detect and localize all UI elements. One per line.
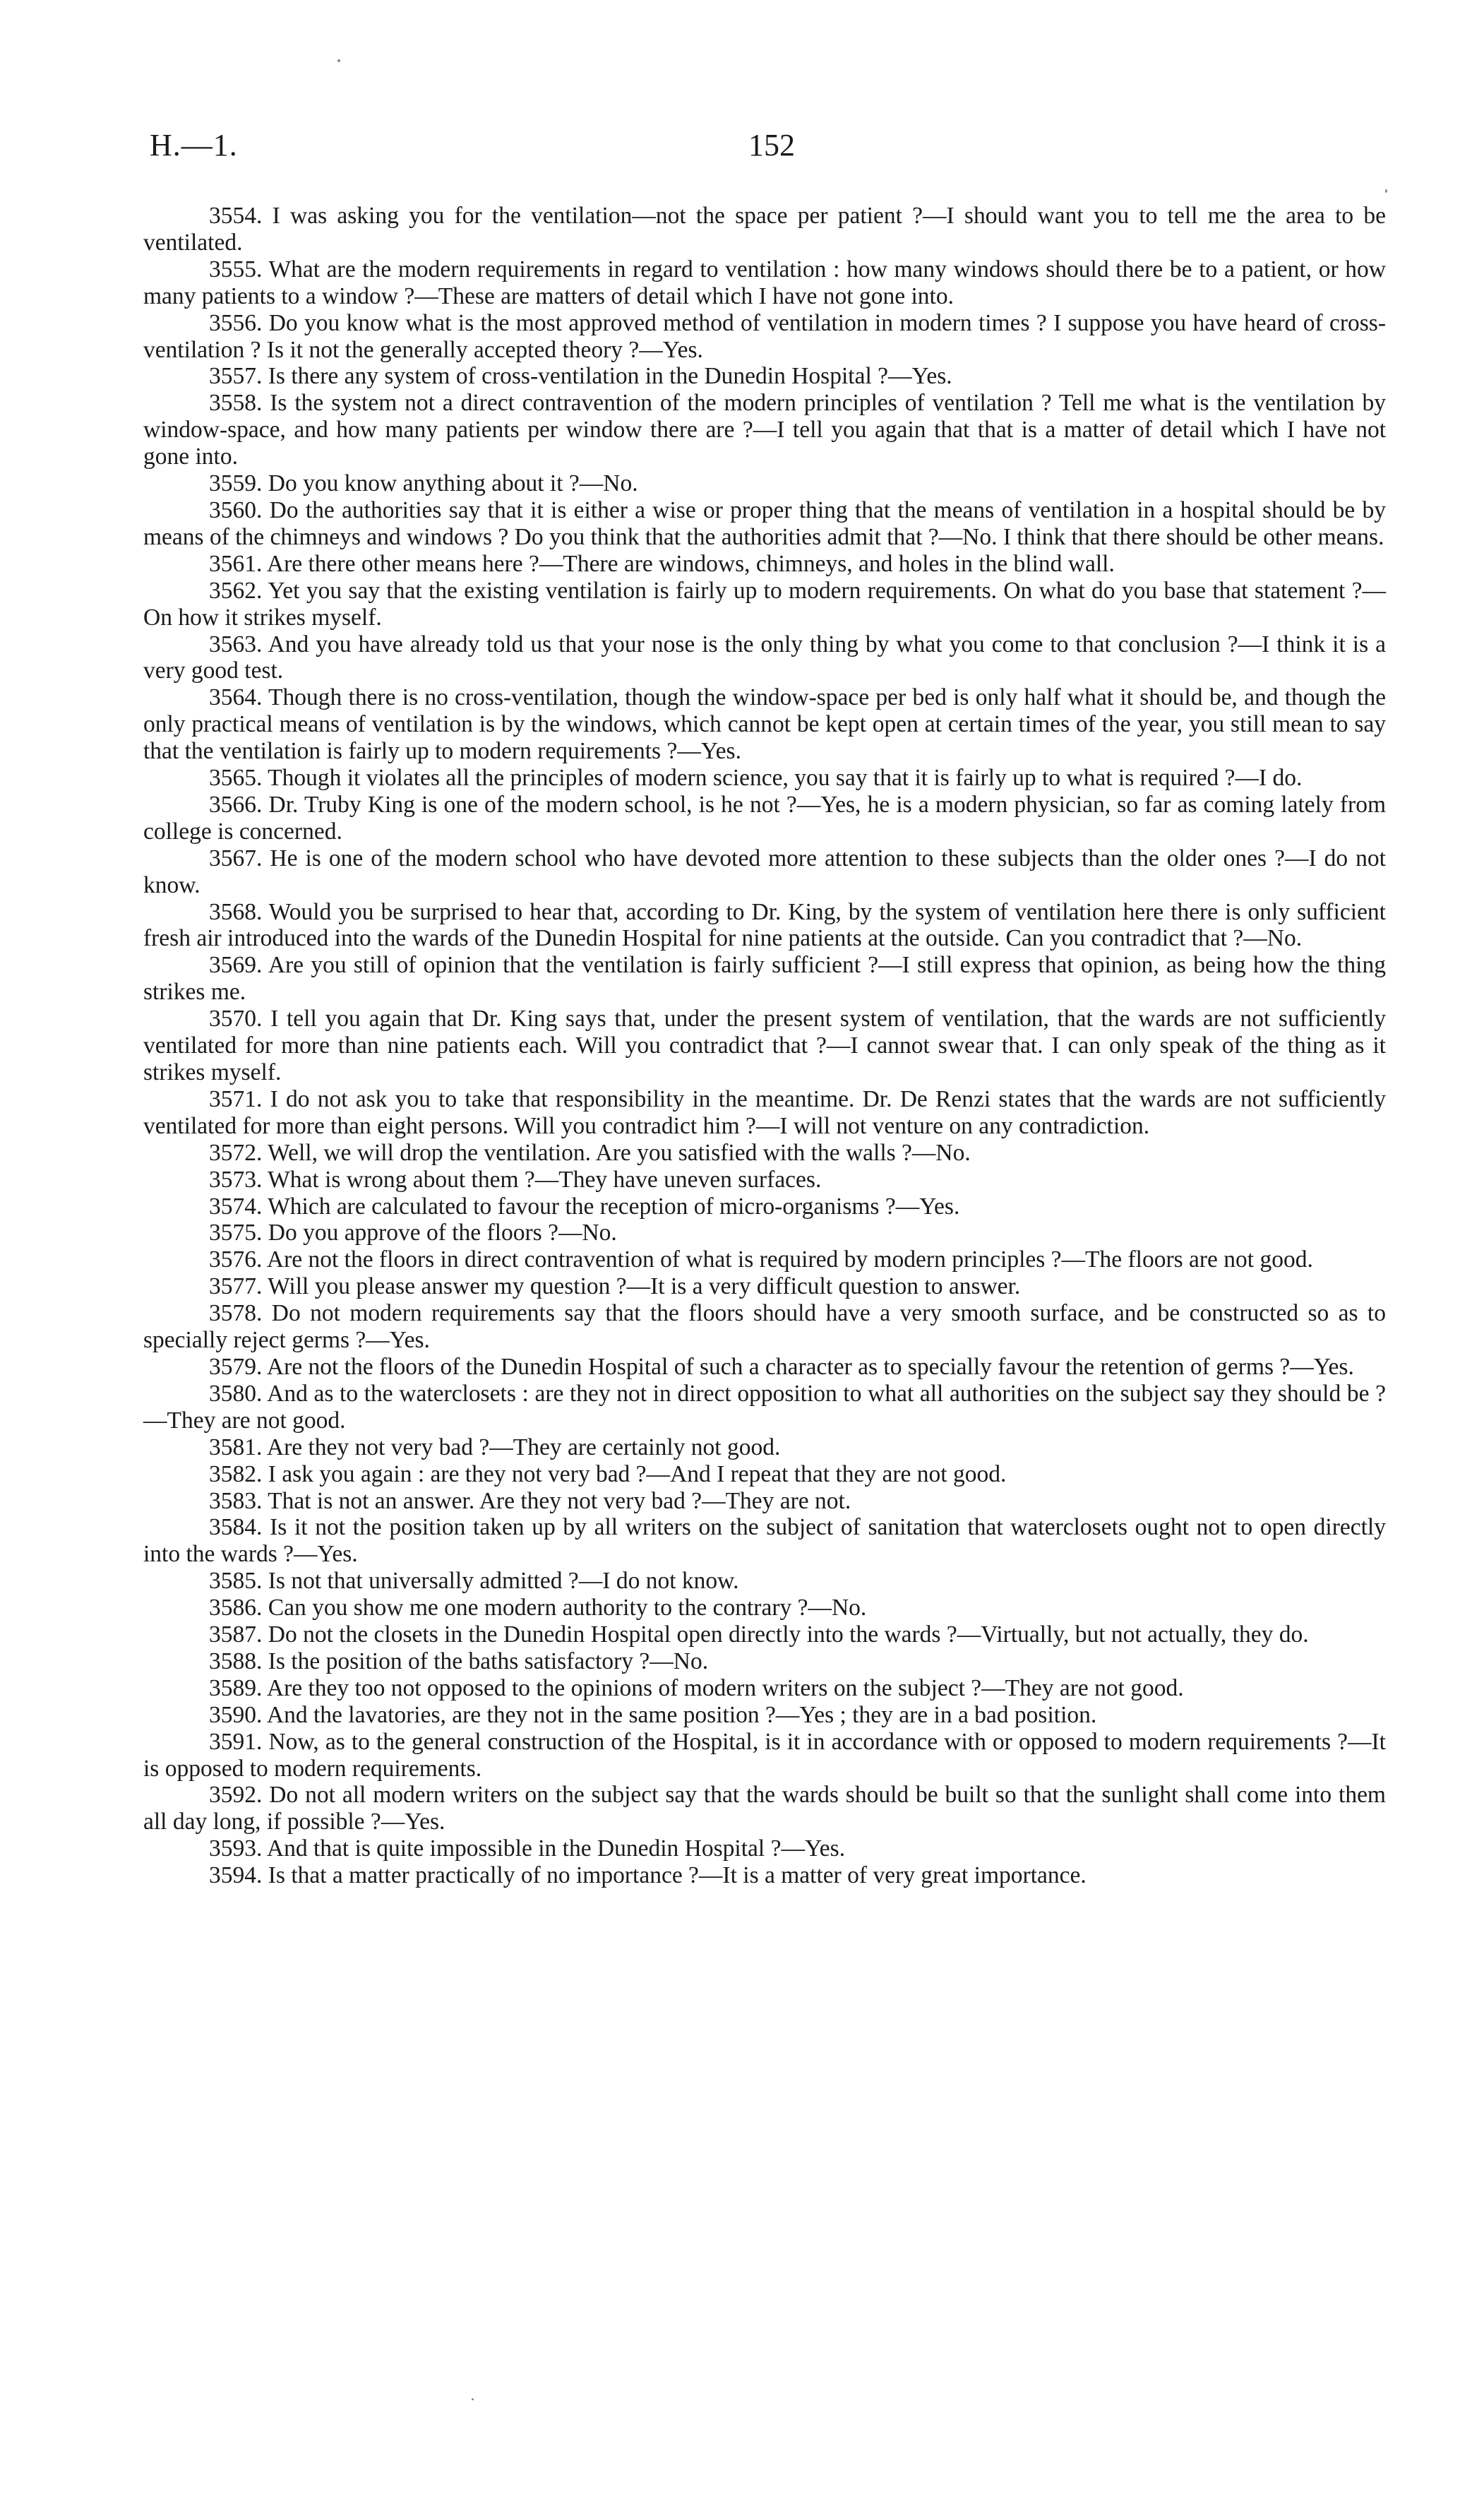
question-3574: 3574. Which are calculated to favour the reception of micro-organisms ?—Yes. [209,1193,960,1220]
question-3590: 3590. And the lavatories, are they not in the same position ?—Yes ; they are in a bad position. [209,1701,1097,1728]
question-3580: 3580. And as to the waterclosets : are they not in direct opposition to what all authorities on the subject say they should be ?—They are not good. [143,1380,1386,1434]
question-3585: 3585. Is not that universally admitted ?—I do not know. [209,1568,739,1595]
question-3577: 3577. Will you please answer my question ?—It is a very difficult question to answer. [209,1273,1021,1300]
speck [1385,189,1387,193]
question-3571: 3571. I do not ask you to take that responsibility in the meantime. Dr. De Renzi states that the wards are not sufficiently ventilated for more than eight persons. Will you contradict him ?—I will not venture on any contradiction. [143,1085,1386,1139]
question-3564: 3564. Though there is no cross-ventilation, though the window-space per bed is only half what it should be, and though the only practical means of ventilation is by the windows, which cannot be kept open at certain times of the year, you still mean to say that the ventilation is fairly up to modern requirements ?—Yes. [143,684,1386,765]
question-3561: 3561. Are there other means here ?—There are windows, chimneys, and holes in the blind wall. [209,550,1115,577]
question-3592: 3592. Do not all modern writers on the subject say that the wards should be built so that the sunlight shall come into them all day long, if possible ?—Yes. [143,1782,1386,1835]
question-3581: 3581. Are they not very bad ?—They are certainly not good. [209,1434,781,1460]
document-reference: H.—1. [150,128,238,162]
question-3576: 3576. Are not the floors in direct contravention of what is required by modern principles ?—The floors are not good. [209,1246,1313,1273]
question-3559: 3559. Do you know anything about it ?—No. [209,470,638,497]
question-3566: 3566. Dr. Truby King is one of the modern school, is he not ?—Yes, he is a modern physician, so far as coming lately from college is concerned. [143,791,1386,845]
question-3570: 3570. I tell you again that Dr. King says that, under the present system of ventilation, that the wards are not sufficiently ventilated for more than nine patients each. Will you contradict that ?—I cannot swear that. I can only speak of the thing as it strikes myself. [143,1006,1386,1085]
question-3593: 3593. And that is quite impossible in the Dunedin Hospital ?—Yes. [209,1835,846,1862]
question-3587: 3587. Do not the closets in the Dunedin Hospital open directly into the wards ?—Virtually, but not actually, they do. [209,1621,1309,1648]
question-3568: 3568. Would you be surprised to hear that, according to Dr. King, by the system of ventilation here there is only sufficient fresh air introduced into the wards of the Dunedin Hospital for nine patients at the outside. Can you contradict that ?—No. [143,898,1386,952]
question-3594: 3594. Is that a matter practically of no importance ?—It is a matter of very great importance. [209,1862,1087,1889]
question-3578: 3578. Do not modern requirements say that the floors should have a very smooth surface, and be constructed so as to specially reject germs ?—Yes. [143,1300,1386,1354]
question-3554: 3554. I was asking you for the ventilation—not the space per patient ?—I should want you to tell me the area to be ventilated. [143,203,1386,256]
question-3588: 3588. Is the position of the baths satisfactory ?—No. [209,1648,709,1674]
question-3586: 3586. Can you show me one modern authority to the contrary ?—No. [209,1595,867,1621]
question-3562: 3562. Yet you say that the existing ventilation is fairly up to modern requirements. On what do you base that statement ?—On how it strikes myself. [143,577,1386,631]
question-3555: 3555. What are the modern requirements in regard to ventilation : how many windows should there be to a patient, or how many patients to a window ?—These are matters of detail which I have not gone into. [143,256,1386,309]
question-3558: 3558. Is the system not a direct contravention of the modern principles of ventilation ? Tell me what is the ventilation by window-space, and how many patients per window there are ?—I tell you again that that is a matter of detail which I have not gone into. [143,390,1386,470]
question-3573: 3573. What is wrong about them ?—They have uneven surfaces. [209,1166,822,1193]
question-3560: 3560. Do the authorities say that it is either a wise or proper thing that the means of ventilation in a hospital should be by means of the chimneys and windows ? Do you think that the authorities admit that ?—No. I think that there should be other means. [143,496,1386,550]
question-3583: 3583. That is not an answer. Are they not very bad ?—They are not. [209,1487,851,1514]
question-3579: 3579. Are not the floors of the Dunedin Hospital of such a character as to specially favour the retention of germs ?—Yes. [209,1353,1354,1380]
question-3565: 3565. Though it violates all the principles of modern science, you say that it is fairly up to what is required ?—I do. [209,765,1303,792]
page-header [150,127,1399,177]
question-3567: 3567. He is one of the modern school who have devoted more attention to these subjects than the older ones ?—I do not know. [143,845,1386,898]
question-3584: 3584. Is it not the position taken up by all writers on the subject of sanitation that waterclosets ought not to open directly into the wards ?—Yes. [143,1514,1386,1568]
speck [472,2398,474,2400]
question-3575: 3575. Do you approve of the floors ?—No. [209,1220,617,1246]
question-3569: 3569. Are you still of opinion that the ventilation is fairly sufficient ?—I still express that opinion, as being how the thing strikes me. [143,952,1386,1006]
question-3557: 3557. Is there any system of cross-ventilation in the Dunedin Hospital ?—Yes. [209,363,952,390]
question-3563: 3563. And you have already told us that your nose is the only thing by what you come to that conclusion ?—I think it is a very good test. [143,631,1386,684]
question-3582: 3582. I ask you again : are they not very bad ?—And I repeat that they are not good. [209,1460,1007,1487]
page-number: 152 [748,128,795,162]
speck [337,59,340,62]
question-3591: 3591. Now, as to the general construction of the Hospital, is it in accordance with or opposed to modern requirements ?—It is opposed to modern requirements. [143,1728,1386,1782]
question-3572: 3572. Well, we will drop the ventilation. Are you satisfied with the walls ?—No. [209,1139,971,1166]
question-3589: 3589. Are they too not opposed to the opinions of modern writers on the subject ?—They are not good. [209,1674,1184,1701]
transcript-body [143,203,1386,1889]
question-3556: 3556. Do you know what is the most approved method of ventilation in modern times ? I suppose you have heard of cross-ventilation ? Is it not the generally accepted theory ?—Yes. [143,309,1386,363]
